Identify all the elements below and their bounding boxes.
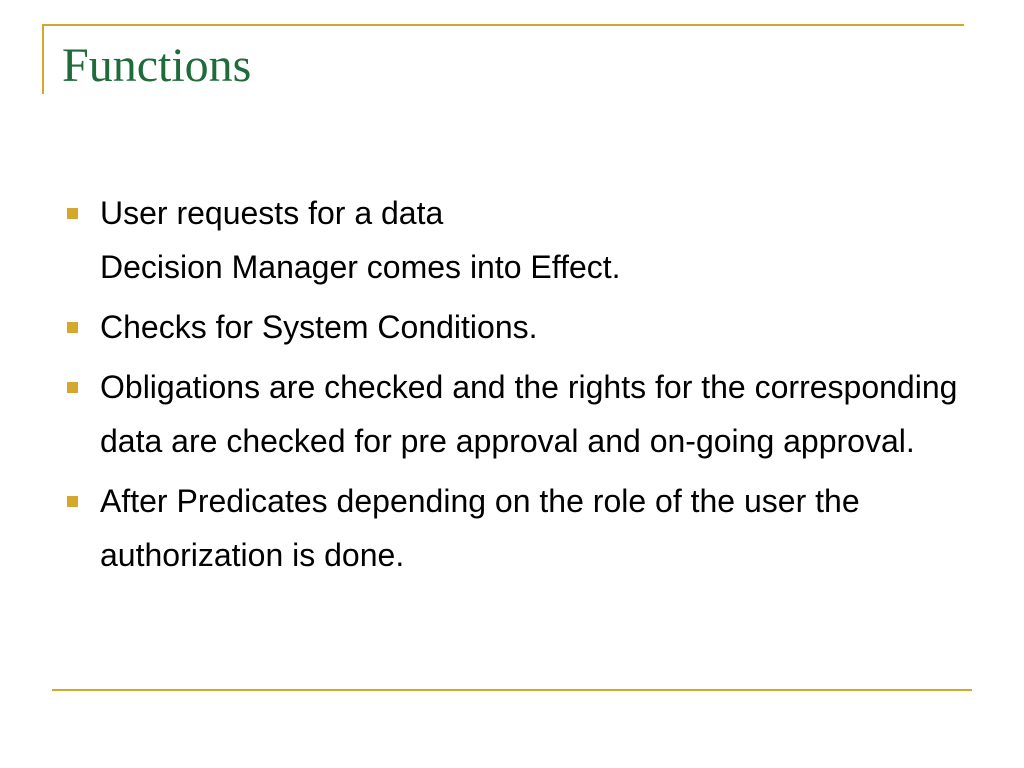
square-bullet-icon bbox=[67, 496, 78, 507]
bullet-item bbox=[62, 186, 982, 294]
bullet-text: Checks for System Conditions. bbox=[100, 309, 538, 345]
bullet-item bbox=[62, 474, 982, 582]
bullet-text: After Predicates depending on the role of the user the authorization is done. bbox=[100, 483, 860, 573]
square-bullet-icon bbox=[67, 208, 78, 219]
bullet-list bbox=[62, 186, 982, 588]
square-bullet-icon bbox=[67, 382, 78, 393]
bullet-text: User requests for a data Decision Manager comes into Effect. bbox=[100, 195, 621, 285]
bullet-item bbox=[62, 300, 982, 354]
slide-title: Functions bbox=[62, 39, 252, 92]
footer-rule bbox=[52, 689, 972, 691]
bullet-text: Obligations are checked and the rights for the corresponding data are checked for pre approval and on-going approval. bbox=[100, 369, 958, 459]
bullet-item bbox=[62, 360, 982, 468]
title-frame-top-rule bbox=[42, 24, 964, 26]
square-bullet-icon bbox=[67, 322, 78, 333]
title-frame-left-rule bbox=[42, 24, 44, 94]
